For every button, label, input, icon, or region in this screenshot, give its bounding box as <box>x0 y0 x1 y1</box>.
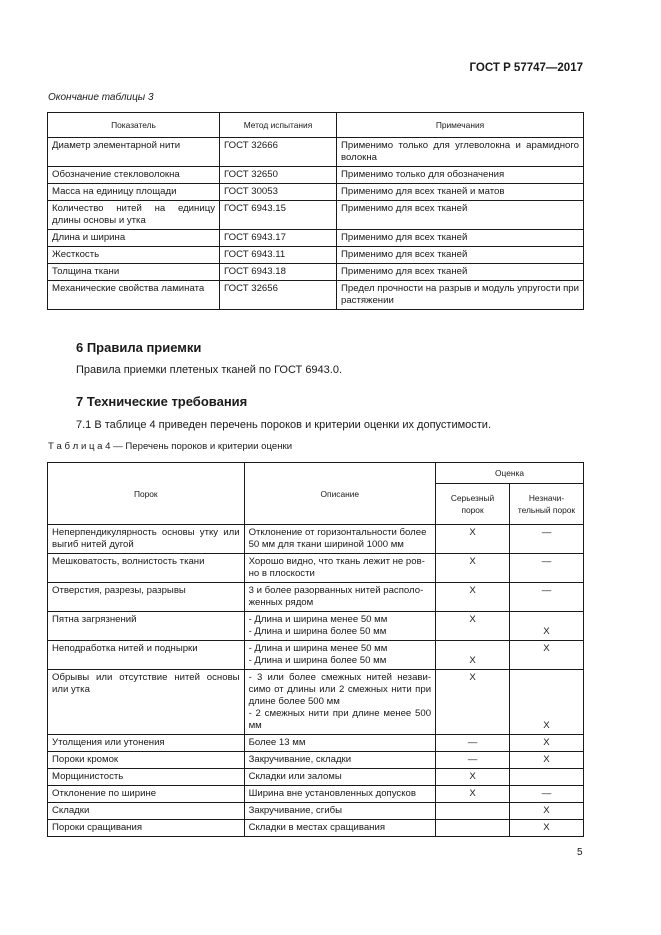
indicator-cell: Длина и ширина <box>48 230 220 247</box>
minor-cell: X <box>510 820 584 837</box>
serious-cell <box>436 641 510 670</box>
table-row <box>48 167 584 184</box>
rating-header: Оценка <box>436 463 584 484</box>
column-header: Примечания <box>337 113 584 138</box>
table-row <box>48 786 584 803</box>
indicator-cell: Жесткость <box>48 247 220 264</box>
serious-cell <box>436 612 510 641</box>
minor-cell <box>510 670 584 735</box>
description-line: - 2 смежных нити при длине менее 500 мм <box>248 708 432 731</box>
table-row <box>48 525 584 554</box>
description-cell <box>244 641 436 670</box>
minor-cell: — <box>510 786 584 803</box>
defect-cell: Пороки сращивания <box>48 820 245 837</box>
page-number: 5 <box>577 847 583 858</box>
minor-mark: X <box>543 720 550 731</box>
minor-cell <box>510 612 584 641</box>
table-row <box>48 820 584 837</box>
note-cell: Применимо для всех тканей <box>337 264 584 281</box>
description-cell <box>244 612 436 641</box>
table4-caption: Т а б л и ц а 4 — Перечень пороков и критерии оценки <box>48 441 293 452</box>
serious-cell: — <box>436 752 510 769</box>
table-row <box>48 583 584 612</box>
table-row <box>48 281 584 310</box>
defect-cell: Пятна загрязнений <box>48 612 245 641</box>
indicator-cell: Механические свойства ламината <box>48 281 220 310</box>
minor-cell: X <box>510 735 584 752</box>
minor-cell <box>510 769 584 786</box>
indicator-cell: Обозначение стекловолокна <box>48 167 220 184</box>
description-cell: 3 и более разорванных нитей располо- женных рядом <box>244 583 436 612</box>
serious-cell: X <box>436 554 510 583</box>
minor-cell: X <box>510 752 584 769</box>
description-header: Описание <box>244 463 436 525</box>
description-cell: Закручивание, складки <box>244 752 436 769</box>
method-cell: ГОСТ 6943.15 <box>220 201 337 230</box>
table-row <box>48 264 584 281</box>
description-cell: Хорошо видно, что ткань лежит не ров- но в плоскости <box>244 554 436 583</box>
table4 <box>47 462 584 837</box>
description-cell: Более 13 мм <box>244 735 436 752</box>
description-cell: Ширина вне установленных допусков <box>244 786 436 803</box>
defect-cell: Складки <box>48 803 245 820</box>
description-line: - Длина и ширина менее 50 мм <box>248 614 388 625</box>
serious-mark: X <box>469 655 476 666</box>
section-6-heading: 6 Правила приемки <box>76 340 202 355</box>
method-cell: ГОСТ 32666 <box>220 138 337 167</box>
defect-cell: Утолщения или утонения <box>48 735 245 752</box>
table-row <box>48 247 584 264</box>
indicator-cell: Диаметр элементарной нити <box>48 138 220 167</box>
description-cell <box>244 670 436 735</box>
table-row <box>48 612 584 641</box>
table-row <box>48 670 584 735</box>
defect-cell: Морщинистость <box>48 769 245 786</box>
defect-cell: Мешковатость, волнистость ткани <box>48 554 245 583</box>
description-line: - 3 или более смежных нитей незави- симо от длины или 2 смежных нити при длине более 500 мм <box>248 672 432 707</box>
serious-cell: — <box>436 735 510 752</box>
indicator-cell: Количество нитей на единицу длины основы и утка <box>48 201 220 230</box>
method-cell: ГОСТ 32650 <box>220 167 337 184</box>
minor-cell: X <box>510 803 584 820</box>
note-cell: Применимо для всех тканей <box>337 247 584 264</box>
table-row <box>48 138 584 167</box>
defect-cell: Пороки кромок <box>48 752 245 769</box>
indicator-cell: Масса на единицу площади <box>48 184 220 201</box>
note-cell: Применимо только для углеволокна и арамидного волокна <box>337 138 584 167</box>
section-7-text: 7.1 В таблице 4 приведен перечень пороков и критерии оценки их допустимости. <box>76 419 492 431</box>
serious-header: Серьезный порок <box>436 484 510 525</box>
table-row <box>48 803 584 820</box>
minor-cell <box>510 641 584 670</box>
note-cell: Применимо для всех тканей <box>337 230 584 247</box>
column-header: Показатель <box>48 113 220 138</box>
description-cell: Закручивание, сгибы <box>244 803 436 820</box>
section-6-text: Правила приемки плетеных тканей по ГОСТ 6943.0. <box>76 364 343 376</box>
minor-mark: X <box>543 626 550 637</box>
method-cell: ГОСТ 30053 <box>220 184 337 201</box>
note-cell: Применимо только для обозначения <box>337 167 584 184</box>
defect-cell: Неперпендикулярность основы утку или выгиб нитей дугой <box>48 525 245 554</box>
section-7-heading: 7 Технические требования <box>76 394 248 409</box>
document-code: ГОСТ Р 57747—2017 <box>469 62 583 74</box>
serious-cell: X <box>436 769 510 786</box>
table-row <box>48 735 584 752</box>
table-header-row <box>48 463 584 484</box>
serious-cell <box>436 820 510 837</box>
table-row <box>48 230 584 247</box>
description-cell: Складки или заломы <box>244 769 436 786</box>
table-row <box>48 641 584 670</box>
table-row <box>48 201 584 230</box>
defect-header: Порок <box>48 463 245 525</box>
serious-cell <box>436 670 510 735</box>
table-row <box>48 752 584 769</box>
defect-cell: Неподработка нитей и поднырки <box>48 641 245 670</box>
serious-cell: X <box>436 786 510 803</box>
method-cell: ГОСТ 6943.18 <box>220 264 337 281</box>
description-line: - Длина и ширина более 50 мм <box>248 655 387 666</box>
column-header: Метод испытания <box>220 113 337 138</box>
minor-cell: — <box>510 525 584 554</box>
minor-cell: — <box>510 583 584 612</box>
minor-mark: X <box>543 643 550 654</box>
defect-cell: Отверстия, разрезы, разрывы <box>48 583 245 612</box>
description-line: - Длина и ширина менее 50 мм <box>248 643 388 654</box>
table-row <box>48 554 584 583</box>
note-cell: Применимо для всех тканей и матов <box>337 184 584 201</box>
serious-cell <box>436 803 510 820</box>
description-cell: Отклонение от горизонтальности более 50 мм для ткани шириной 1000 мм <box>244 525 436 554</box>
method-cell: ГОСТ 32656 <box>220 281 337 310</box>
method-cell: ГОСТ 6943.11 <box>220 247 337 264</box>
minor-header: Незначи- тельный порок <box>510 484 584 525</box>
description-cell: Складки в местах сращивания <box>244 820 436 837</box>
serious-cell: X <box>436 525 510 554</box>
table-header-row <box>48 113 584 138</box>
serious-mark: X <box>469 614 476 625</box>
defect-cell: Обрывы или отсутствие нитей основы или утка <box>48 670 245 735</box>
table-row <box>48 184 584 201</box>
table3-caption: Окончание таблицы 3 <box>48 92 154 103</box>
table-row <box>48 769 584 786</box>
serious-mark: X <box>469 672 476 683</box>
indicator-cell: Толщина ткани <box>48 264 220 281</box>
table3 <box>47 112 584 310</box>
defect-cell: Отклонение по ширине <box>48 786 245 803</box>
note-cell: Применимо для всех тканей <box>337 201 584 230</box>
serious-cell: X <box>436 583 510 612</box>
description-line: - Длина и ширина более 50 мм <box>248 626 387 637</box>
note-cell: Предел прочности на разрыв и модуль упругости при растяжении <box>337 281 584 310</box>
method-cell: ГОСТ 6943.17 <box>220 230 337 247</box>
minor-cell: — <box>510 554 584 583</box>
